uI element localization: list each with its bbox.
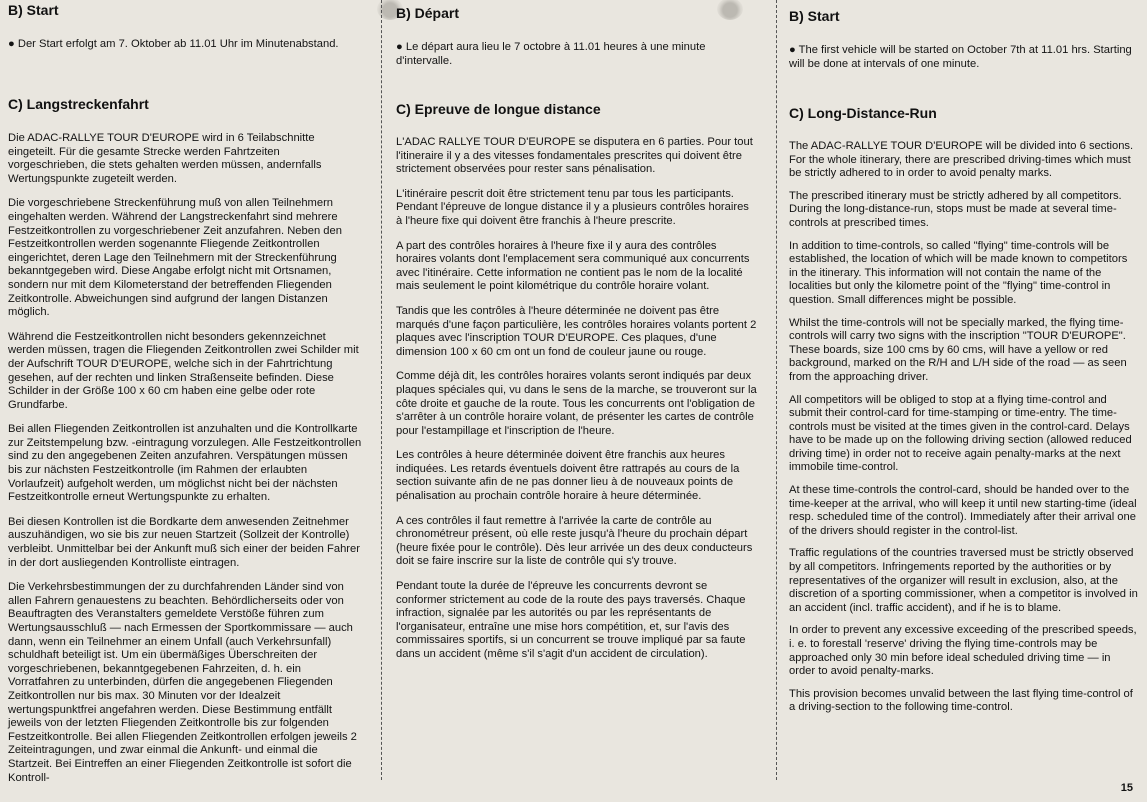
paragraph: In addition to time-controls, so called "flying" time-controls will be established, the location of which will be made known to competitors in the itinerary. This information will not contain the name of the localities but only the kilometre point of the "flying" time-control in question. Small differences might be possible. bbox=[789, 239, 1128, 306]
run-body bbox=[789, 140, 1139, 724]
paragraph: This provision becomes unvalid between the last flying time-control of a driving-section to the following time-control. bbox=[789, 687, 1133, 714]
paragraph: Die vorgeschriebene Streckenführung muß von allen Teilnehmern eingehalten werden. Während der Langstreckenfahrt sind mehrere Festzeitkontrollen zu vorgeschriebener Zeit anzufahren. Neben den Festzeitkontrollen werden sogenannte Fliegende Zeitkontrollen eingerichtet, deren Lage den Teilnehmern mit der Streckenführung bekanntgegeben wird. Diese Angabe erfolgt nicht mit Ortsnamen, sondern nur mit dem Kilometerstand der betreffenden Fliegenden Zeitkontrolle. Abweichungen sind aufgrund der langen Distanzen möglich. bbox=[8, 197, 342, 319]
column-divider bbox=[776, 0, 777, 780]
german-column bbox=[8, 0, 362, 802]
run-heading: C) Epreuve de longue distance bbox=[396, 101, 601, 117]
run-body bbox=[8, 132, 362, 796]
start-text: ● Der Start erfolgt am 7. Oktober ab 11.01 Uhr im Minutenabstand. bbox=[8, 38, 339, 50]
paragraph: Die Verkehrsbestimmungen der zu durchfahrenden Länder sind von allen Fahrern genauestens zu beachten. Behördlicherseits oder von Beauftragten des Veranstalters gemeldete Verstöße führen zum Wertungsausschluß — nach Ermessen der Sportkommissare — auch dann, wenn ein Teilnehmer an einem Unfall (auch Verkehrsunfall) schuldhaft beteiligt ist. Um ein übermäßiges Überschreiten der vorgeschriebenen, bekanntgegebenen Fahrzeiten, d. h. ein Vorratfahren zu unterbinden, dürfen die angegebenen Fliegenden Zeitkontrollen nur bis max. 30 Minuten vor der Idealzeit wertungspunktfrei angefahren werden. Diese Bestimmung entfällt jeweils von der letzten Fliegenden Zeitkontrolle bis zur folgenden Festzeitkontrolle. Bei allen Fliegenden Zeitkontrollen erfolgen jeweils 2 Zeiteintragungen, und zwar einmal die Ankunft- und einmal die Startzeit. Bei Eintreffen an einer Fliegenden Zeitkontrolle ist sofort die Kontroll- bbox=[8, 581, 357, 784]
paragraph: A part des contrôles horaires à l'heure fixe il y aura des contrôles horaires volants dont l'emplacement sera communiqué aux concurrents avec l'itinéraire. Cette information ne contient pas le nom de la localité mais seulement le point kilométrique du contrôle horaire volant. bbox=[396, 239, 750, 293]
paragraph: Comme déjà dit, les contrôles horaires volants seront indiqués par deux plaques spéciales qui, vu dans le sens de la marche, se trouveront sur la côte droite et gauche de la route. Tous les concurrents ont l'obligation de s'arrêter à un contrôle horaire volant, de présenter les cartes de contrôle pour l'estampillage et l'inscription de l'heure. bbox=[396, 370, 757, 437]
run-heading: C) Langstreckenfahrt bbox=[8, 96, 149, 112]
paragraph: Traffic regulations of the countries traversed must be strictly observed by all competitors. Infringements reported by the authorities or by representatives of the organizer will result in exclusion, also, at the discretion of a sporting commissioner, when a competitor is involved in an accident (incl. traffic accident), and if he is to blame. bbox=[789, 547, 1138, 614]
start-heading: B) Start bbox=[789, 8, 840, 24]
paragraph: Les contrôles à heure déterminée doivent être franchis aux heures indiquées. Les retards éventuels doivent être rattrapés au cours de la section suivante afin de ne pas donner lieu à de nouveaux points de pénalisation au prochain contrôle horaire à heure déterminée. bbox=[396, 449, 740, 503]
paragraph: Die ADAC-RALLYE TOUR D'EUROPE wird in 6 Teilabschnitte eingeteilt. Für die gesamte Strecke werden Fahrtzeiten vorgeschrieben, die stets gehalten werden müssen, andernfalls Wertungspunkte zugeteilt werden. bbox=[8, 132, 322, 185]
french-column bbox=[396, 0, 758, 802]
start-heading: B) Start bbox=[8, 2, 59, 18]
run-heading: C) Long-Distance-Run bbox=[789, 105, 937, 121]
paragraph: The prescribed itinerary must be strictly adhered by all competitors. During the long-distance-run, stops must be made at several time-controls at prescribed times. bbox=[789, 189, 1122, 229]
english-column bbox=[789, 0, 1139, 802]
paragraph: A ces contrôles il faut remettre à l'arrivée la carte de contrôle au chronométreur présent, où elle reste jusqu'à l'heure du prochain départ (heure fixée pour le contrôle). Dès leur arrivée un des deux conducteurs doit se faire inscrire sur la liste de contrôle qui s'y trouve. bbox=[396, 514, 753, 568]
paragraph: In order to prevent any excessive exceeding of the prescribed speeds, i. e. to forestall 'reserve' driving the flying time-controls may be approached only 30 min before ideal scheduled driving time — in order to avoid penalty-marks. bbox=[789, 624, 1137, 678]
paragraph: Whilst the time-controls will not be specially marked, the flying time-controls will carry two signs with the inscription "TOUR D'EUROPE". These boards, size 100 cms by 60 cms, will have a yellow or red background, marked on the R/H and L/H side of the road — as seen from the approaching driver. bbox=[789, 316, 1127, 383]
paragraph: The ADAC-RALLYE TOUR D'EUROPE will be divided into 6 sections. For the whole itinerary, there are prescribed driving-times which must be strictly adhered to in order to avoid penalty marks. bbox=[789, 140, 1134, 180]
run-body bbox=[396, 136, 758, 673]
paragraph: Bei allen Fliegenden Zeitkontrollen ist anzuhalten und die Kontrollkarte zur Zeitstempelung bzw. -eintragung vorzulegen. Alle Festzeitkontrollen sind zu den angegebenen Zeiten anzufahren. Verspätungen müssen bis zur nächsten Festzeitkontrolle (im Rahmen der erlaubten Vorlaufzeit) aufgeholt werden, um möglichst nicht bei der nächsten Festzeitkontrolle erneut Wertungspunkte zu erhalten. bbox=[8, 423, 362, 504]
paragraph: Während die Festzeitkontrollen nicht besonders gekennzeichnet werden müssen, tragen die Fliegenden Zeitkontrollen zwei Schilder mit der Aufschrift TOUR D'EUROPE, welche sich in der Fahrtrichtung gesehen, auf der rechten und linken Straßenseite befinden. Diese Schilder in der Größe 100 x 60 cm haben eine gelbe oder rote Grundfarbe. bbox=[8, 330, 359, 411]
paragraph: Bei diesen Kontrollen ist die Bordkarte dem anwesenden Zeitnehmer auszuhändigen, wo sie bis zur neuen Startzeit (Sollzeit der Kontrolle) verbleibt. Unmittelbar bei der Ankunft muß sich einer der beiden Fahrer in der dort ausliegenden Kontrolliste eintragen. bbox=[8, 515, 360, 569]
start-text: ● The first vehicle will be started on October 7th at 11.01 hrs. Starting will be done at intervals of one minute. bbox=[789, 44, 1132, 70]
start-text: ● Le départ aura lieu le 7 octobre à 11.01 heures à une minute d'intervalle. bbox=[396, 41, 706, 67]
page-number: 15 bbox=[1120, 782, 1133, 794]
paragraph: Tandis que les contrôles à l'heure déterminée ne doivent pas être marqués d'une façon particulière, les contrôles horaires volants portent 2 plaques avec l'inscription TOUR D'EUROPE. Ces plaques, d'une dimension 100 x 60 cm ont un fond de couleur jaune ou rouge. bbox=[396, 304, 757, 358]
column-divider bbox=[381, 0, 382, 780]
start-heading: B) Départ bbox=[396, 5, 460, 21]
paragraph: All competitors will be obliged to stop at a flying time-control and submit their control-card for time-stamping or time-entry. The time-controls must be visited at the times given in the control-card. Delays have to be made up on the following driving section (allowed reduced driving time) in order not to receive again penalty-marks at the next immobile time-control. bbox=[789, 393, 1132, 474]
paragraph: At these time-controls the control-card, should be handed over to the time-keeper at the arrival, who will keep it until new starting-time (ideal resp. scheduled time of the control). Immediately after their arrival one of the drivers should register in the control-list. bbox=[789, 484, 1137, 537]
paragraph: L'itinéraire pescrit doit être strictement tenu par tous les participants. Pendant l'épreuve de longue distance il y a plusieurs contrôles horaires à l'heure fixe qui doivent être franchis à l'heure prescrite. bbox=[396, 187, 749, 227]
paragraph: Pendant toute la durée de l'épreuve les concurrents devront se conformer strictement au code de la route des pays traversés. Chaque infraction, signalée par les autorités ou par les représentants de l'organisateur, entraîne une mise hors compétition, et, sur l'avis des commissaires sportifs, si un concurrent se trouve impliqué par sa faute dans un accident (même s'il s'agit d'un accident de circulation). bbox=[396, 580, 746, 660]
paragraph: L'ADAC RALLYE TOUR D'EUROPE se disputera en 6 parties. Pour tout l'itineraire il y a des vitesses fondamentales prescrites qui doivent être strictement observées pour rester sans pénalisation. bbox=[396, 136, 753, 176]
